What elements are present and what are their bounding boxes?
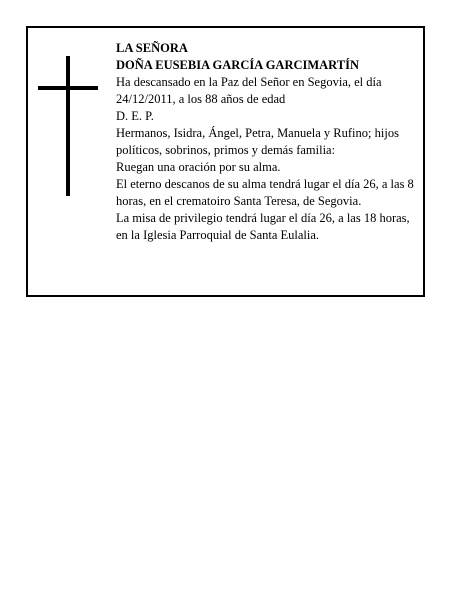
- family-list: Hermanos, Isidra, Ángel, Petra, Manuela y Rufino; hijos políticos, sobrinos, primos y demás familia:: [116, 126, 399, 157]
- notice-text: [116, 40, 422, 244]
- notice-heading: LA SEÑORA: [116, 41, 188, 55]
- cross-icon-horizontal-bar: [38, 86, 98, 90]
- prayer-request: Ruegan una oración por su alma.: [116, 160, 281, 174]
- cross-icon-vertical-bar: [66, 56, 70, 196]
- rip-text: D. E. P.: [116, 109, 154, 123]
- deceased-name: DOÑA EUSEBIA GARCÍA GARCIMARTÍN: [116, 58, 359, 72]
- obituary-notice: [26, 26, 425, 297]
- mass-announcement: La misa de privilegio tendrá lugar el día 26, a las 18 horas, en la Iglesia Parroquial de Santa Eulalia.: [116, 211, 410, 242]
- rest-announcement: El eterno descanos de su alma tendrá lugar el día 26, a las 8 horas, en el crematoiro Santa Teresa, de Segovia.: [116, 177, 414, 208]
- death-announcement: Ha descansado en la Paz del Señor en Segovia, el día 24/12/2011, a los 88 años de edad: [116, 75, 382, 106]
